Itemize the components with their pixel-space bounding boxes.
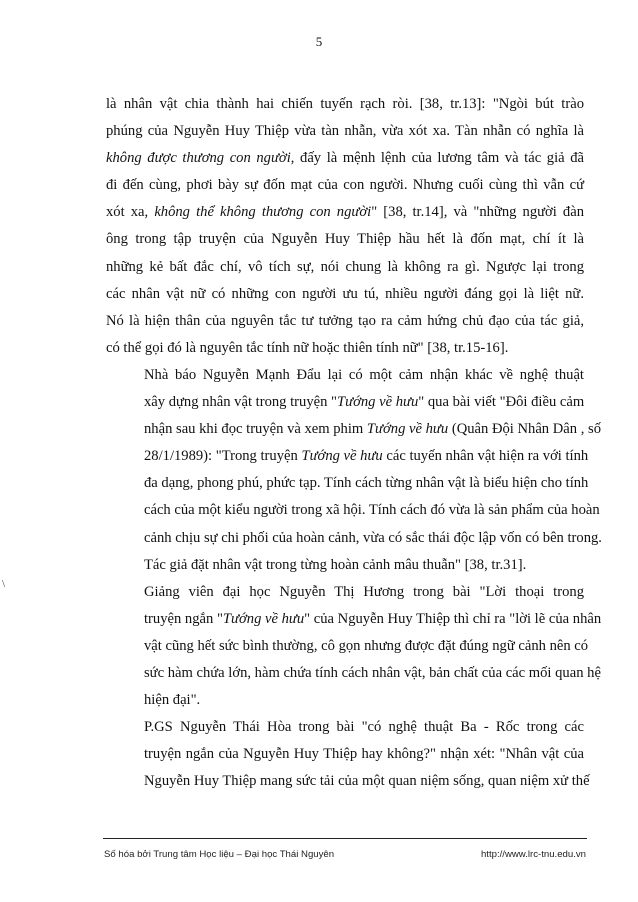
text-line: nhận sau khi đọc truyện và xem phim Tướng về hưu (Quân Đội Nhân Dân , số [144,421,601,438]
paragraph [106,714,590,795]
text-line: không được thương con người, đấy là mệnh lệnh của lương tâm và tác giả đã [106,150,584,167]
text-line: là nhân vật chia thành hai chiến tuyến rạch ròi. [38, tr.13]: "Ngòi bút trào [106,96,584,112]
text-line: các nhân vật nữ có những con người ưu tú, nhiều người đáng gọi là liệt nữ. [106,285,584,302]
paragraph [106,91,584,362]
text-line: Tác giả đặt nhân vật trong từng hoàn cảnh mâu thuẫn" [38, tr.31]. [144,556,527,573]
text-line: P.GS Nguyễn Thái Hòa trong bài "có nghệ thuật Ba - Rốc trong các [144,719,584,736]
text-line: những kẻ bất đắc chí, vô tích sự, nói chung là không ra gì. Ngược lại trong [106,258,584,275]
paragraph [106,579,602,714]
text-line: vật cũng hết sức bình thường, cô gọn nhưng được đặt đúng ngữ cảnh nên có [144,637,589,654]
text-line: xót xa, không thể không thương con người" [38, tr.14], và "những người đàn [106,204,585,221]
margin-mark: \ [2,578,6,590]
text-line: đa dạng, phong phú, phức tạp. Tính cách từng nhân vật là biểu hiện cho tính [144,475,589,492]
footer-source: Số hóa bởi Trung tâm Học liệu – Đại học Thái Nguyên [104,849,335,860]
footer-url: http://www.lrc-tnu.edu.vn [480,849,586,860]
text-line: Nhà báo Nguyễn Mạnh Đẩu lại có một cảm nhận khác về nghệ thuật [144,366,584,383]
text-line: đi đến cùng, phơi bày sự đốn mạt của con người. Nhưng cuối cùng thì vẫn cứ [106,177,584,194]
text-line: sức hàm chứa lớn, hàm chứa tính cách nhân vật, bản chất của các mối quan hệ [144,664,601,681]
paragraph [106,362,602,579]
text-line: truyện ngắn của Nguyễn Huy Thiệp hay không?" nhận xét: "Nhân vật của [144,746,584,763]
text-line: Giảng viên đại học Nguyễn Thị Hương trong bài "Lời thoại trong [144,583,584,600]
text-line: ông trong tập truyện của Nguyễn Huy Thiệp hầu hết là đốn mạt, chí ít là [106,231,584,248]
footer [104,849,586,860]
text-line: cảnh chịu sự chi phối của hoàn cảnh, vừa có sắc thái độc lập vốn có bên trong. [144,529,602,546]
footer-rule [103,838,587,839]
body-text [106,91,602,795]
text-line: hiện đại". [144,692,201,709]
text-line: 28/1/1989): "Trong truyện Tướng về hưu các tuyến nhân vật hiện ra với tính [144,448,589,465]
text-line: xây dựng nhân vật trong truyện "Tướng về hưu" qua bài viết "Đôi điều cảm [144,394,585,411]
text-line: Nó là hiện thân của nguyên tắc tư tưởng tạo ra cảm hứng chủ đạo của tác giả, [106,312,584,329]
page-number: 5 [315,34,323,49]
text-line: phúng của Nguyễn Huy Thiệp vừa tàn nhẫn, vừa xót xa. Tàn nhẫn có nghĩa là [106,123,584,140]
text-line: Nguyễn Huy Thiệp mang sức tải của một quan niệm sống, quan niệm xử thế [144,773,590,790]
text-line: truyện ngắn "Tướng về hưu" của Nguyễn Huy Thiệp thì chỉ ra "lời lẽ của nhân [144,610,602,627]
text-line: cách của một kiểu người trong xã hội. Tính cách đó vừa là sản phẩm của hoàn [144,502,600,519]
text-line: có thể gọi đó là nguyên tắc tính nữ hoặc thiên tính nữ" [38, tr.15-16]. [106,339,509,356]
